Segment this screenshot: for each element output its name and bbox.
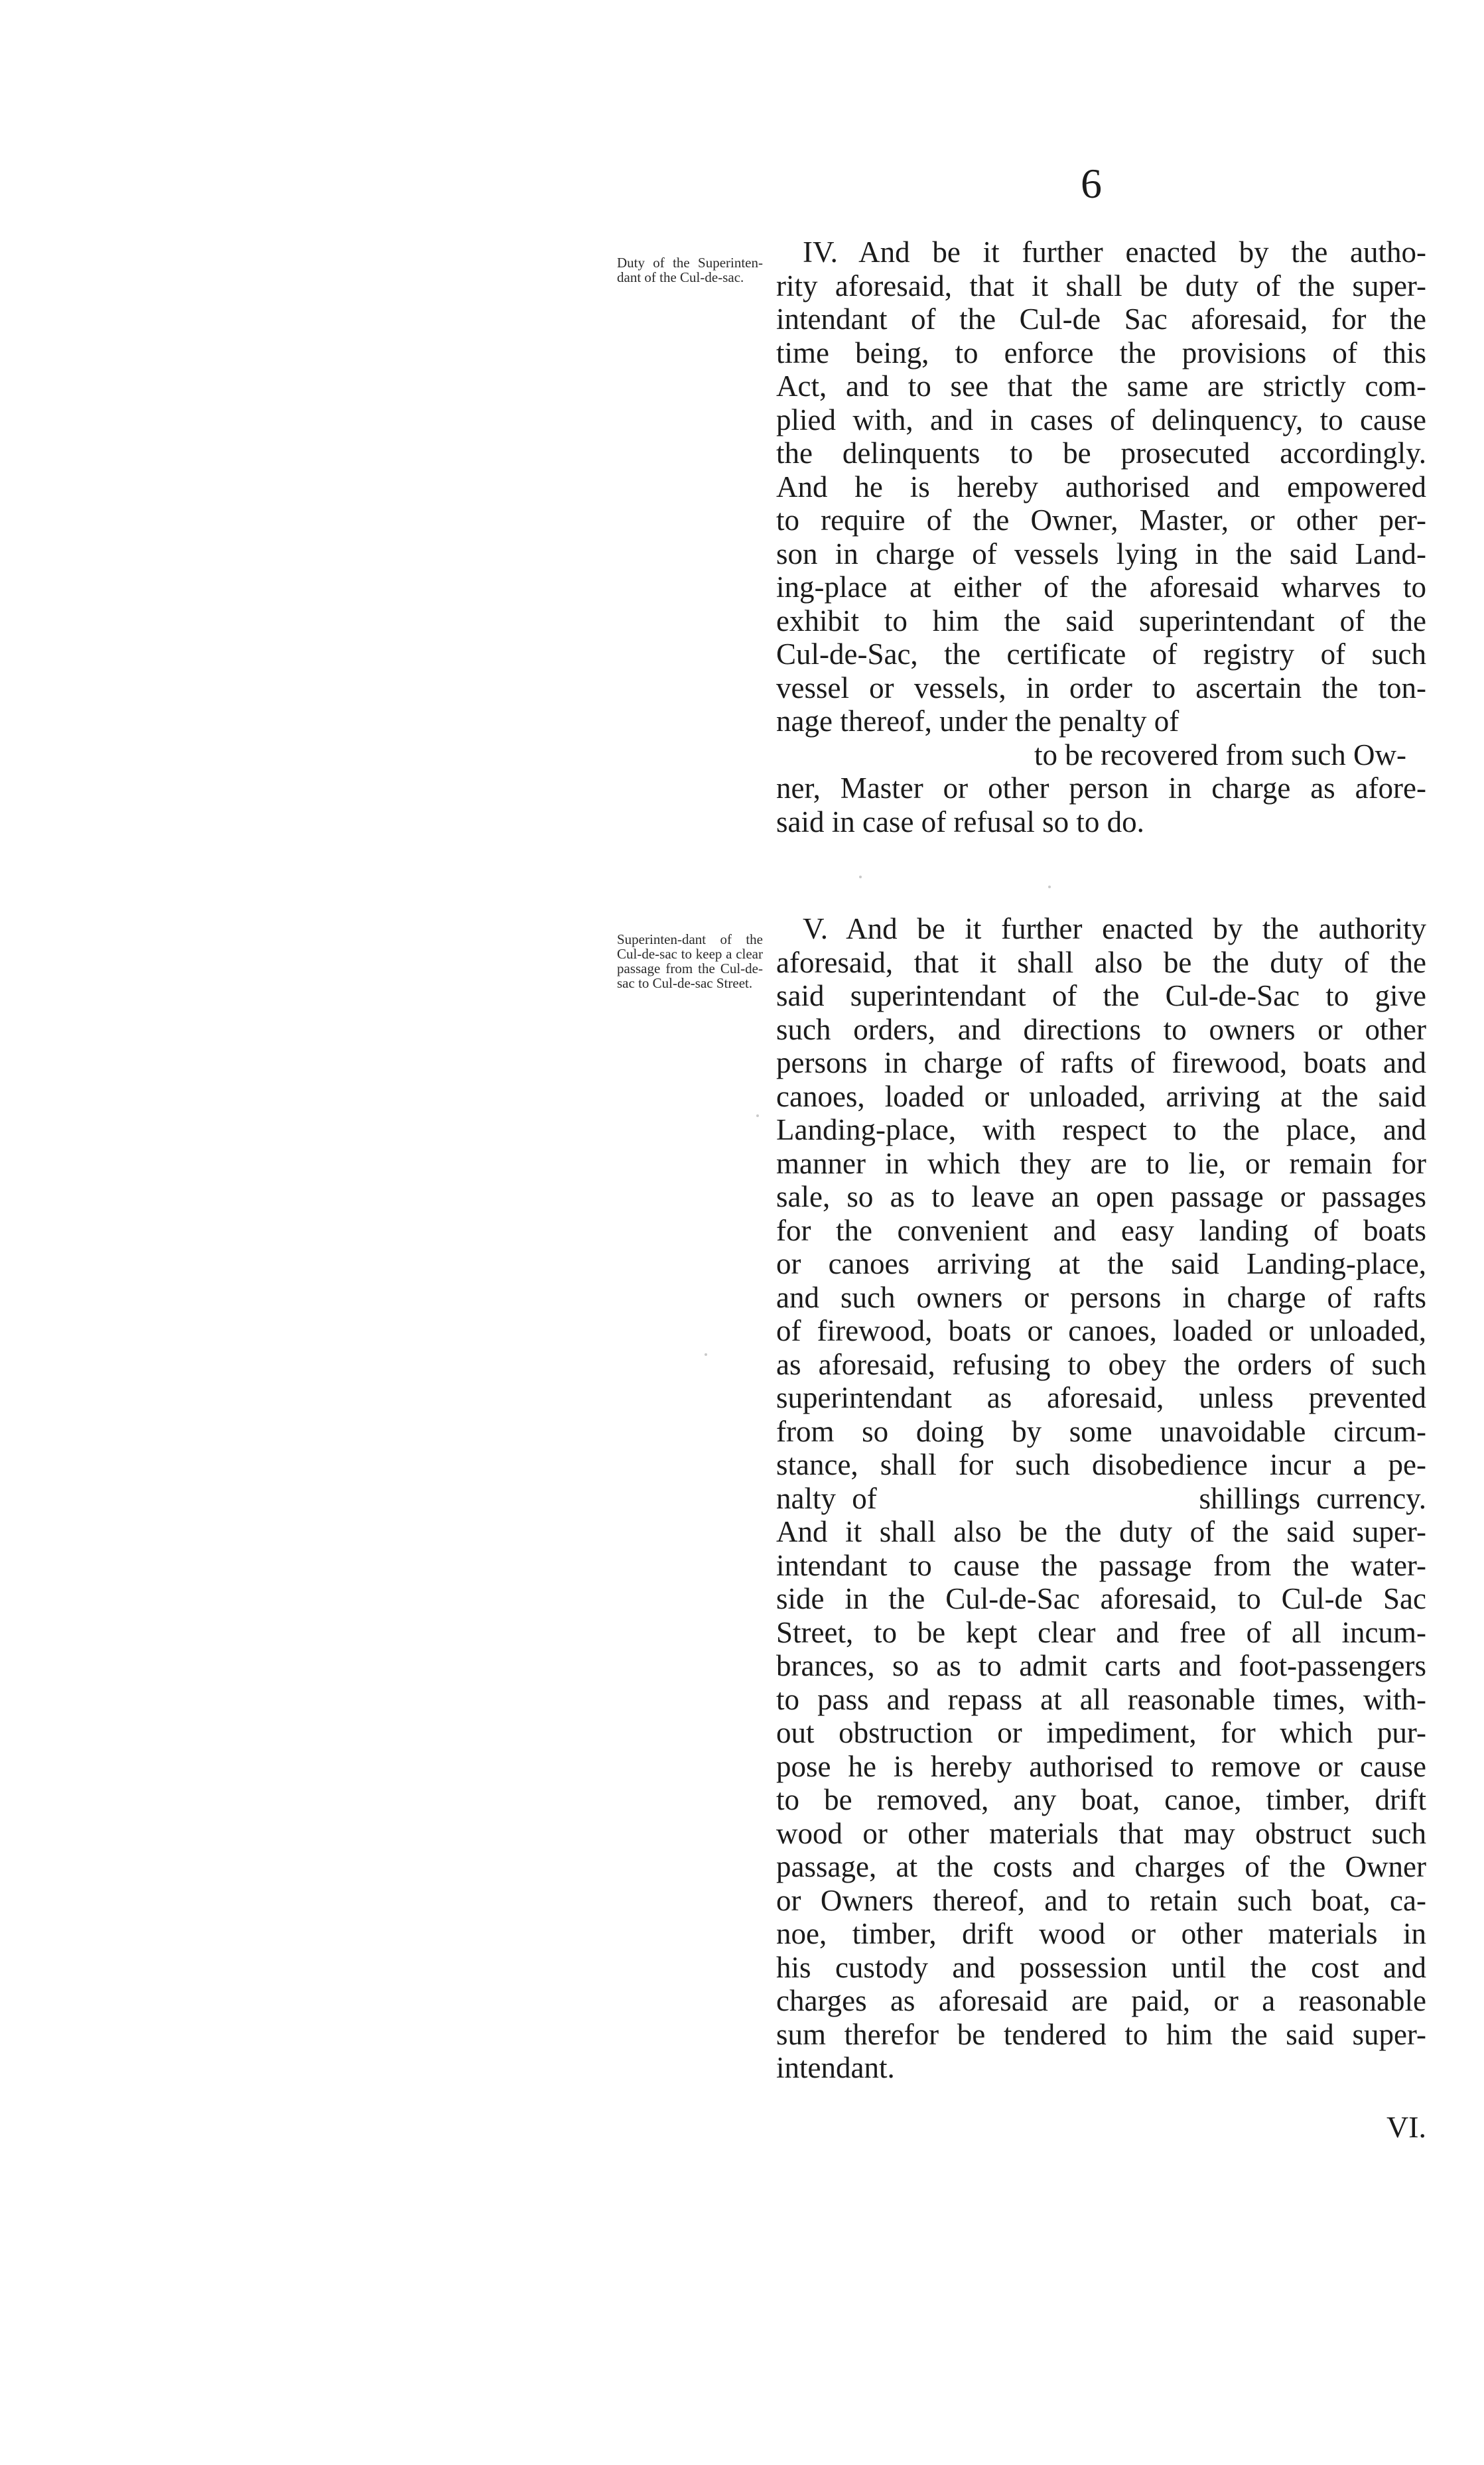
text-line: canoes, loaded or unloaded, arriving at the said [776,1079,1426,1113]
section-v [776,912,1426,2085]
text-line: from so doing by some unavoidable circum- [776,1414,1426,1448]
text-line: And it shall also be the duty of the said super- [776,1515,1426,1548]
paper-speck [1048,886,1051,888]
text-line: brances, so as to admit carts and foot-passengers [776,1649,1426,1682]
text-line: Street, to be kept clear and free of all incum- [776,1615,1426,1649]
text-line: IV. And be it further enacted by the autho- [803,235,1426,269]
margin-note-duty: Duty of the Superinten-dant of the Cul-de-sac. [617,255,763,285]
text-line: vessel or vessels, in order to ascertain the ton- [776,671,1426,704]
text-line: sum therefor be tendered to him the said super- [776,2017,1426,2051]
text-line: for the convenient and easy landing of boats [776,1213,1426,1247]
text-line: intendant of the Cul-de Sac aforesaid, for the [776,302,1426,336]
text-line: or Owners thereof, and to retain such boat, ca- [776,1883,1426,1917]
text-line: side in the Cul-de-Sac aforesaid, to Cul-de Sac [776,1582,1426,1615]
text-line: to require of the Owner, Master, or other per- [776,503,1426,537]
text-line: persons in charge of rafts of firewood, boats and [776,1046,1426,1079]
text-line: of firewood, boats or canoes, loaded or unloaded, [776,1314,1426,1347]
text-line: noe, timber, drift wood or other materials in [776,1917,1426,1950]
paper-speck [756,1114,759,1117]
text-line: Landing-place, with respect to the place, and [776,1113,1426,1146]
text-line: And he is hereby authorised and empowered [776,470,1426,503]
margin-note-clear-passage: Superinten-dant of the Cul-de-sac to keep a clear passage from the Cul-de-sac to Cul-de-sac Street. [617,931,763,991]
text-line: out obstruction or impediment, for which pur- [776,1716,1426,1749]
text-line: pose he is hereby authorised to remove or cause [776,1749,1426,1783]
text-line: the delinquents to be prosecuted accordingly. [776,436,1426,470]
text-line: sale, so as to leave an open passage or passages [776,1180,1426,1213]
page-number: 6 [1081,160,1102,207]
text-line: said superintendant of the Cul-de-Sac to give [776,979,1426,1012]
text-line: exhibit to him the said superintendant of the [776,604,1426,637]
text-line: intendant. [776,2051,895,2084]
text-line: said in case of refusal so to do. [776,805,1144,838]
text-line: manner in which they are to lie, or remain for [776,1146,1426,1180]
text-line: plied with, and in cases of delinquency, to cause [776,403,1426,436]
text-line: ner, Master or other person in charge as afore- [776,771,1426,805]
text-line: and such owners or persons in charge of rafts [776,1280,1426,1314]
text-line: to be recovered from such Ow- [1034,738,1406,771]
text-line: son in charge of vessels lying in the said Land- [776,537,1426,570]
text-line: Act, and to see that the same are strictly com- [776,369,1426,403]
text-line: as aforesaid, refusing to obey the orders of such [776,1347,1426,1381]
text-line: to pass and repass at all reasonable times, with- [776,1682,1426,1716]
text-line: V. And be it further enacted by the authority [803,912,1426,945]
paper-speck [705,1353,707,1356]
text-line: wood or other materials that may obstruct such [776,1816,1426,1850]
text-line: stance, shall for such disobedience incur a pe- [776,1448,1426,1481]
text-line: nalty of shillings currency. [776,1481,1426,1515]
text-line: his custody and possession until the cost and [776,1950,1426,1984]
text-line: aforesaid, that it shall also be the duty of the [776,945,1426,979]
text-line: time being, to enforce the provisions of this [776,336,1426,369]
text-line: such orders, and directions to owners or other [776,1012,1426,1046]
text-line: superintendant as aforesaid, unless prevented [776,1381,1426,1414]
text-line: ing-place at either of the aforesaid wharves to [776,570,1426,604]
text-line: nage thereof, under the penalty of [776,704,1180,738]
text-line: or canoes arriving at the said Landing-place, [776,1247,1426,1280]
text-line: charges as aforesaid are paid, or a reasonable [776,1984,1426,2017]
text-line: intendant to cause the passage from the water- [776,1548,1426,1582]
section-iv [776,235,1426,838]
text-line: to be removed, any boat, canoe, timber, drift [776,1783,1426,1816]
text-line: Cul-de-Sac, the certificate of registry of such [776,637,1426,671]
text-line: passage, at the costs and charges of the Owner [776,1850,1426,1883]
catchword: VI. [1386,2110,1426,2144]
text-line: rity aforesaid, that it shall be duty of the super- [776,269,1426,302]
paper-speck [859,876,862,878]
